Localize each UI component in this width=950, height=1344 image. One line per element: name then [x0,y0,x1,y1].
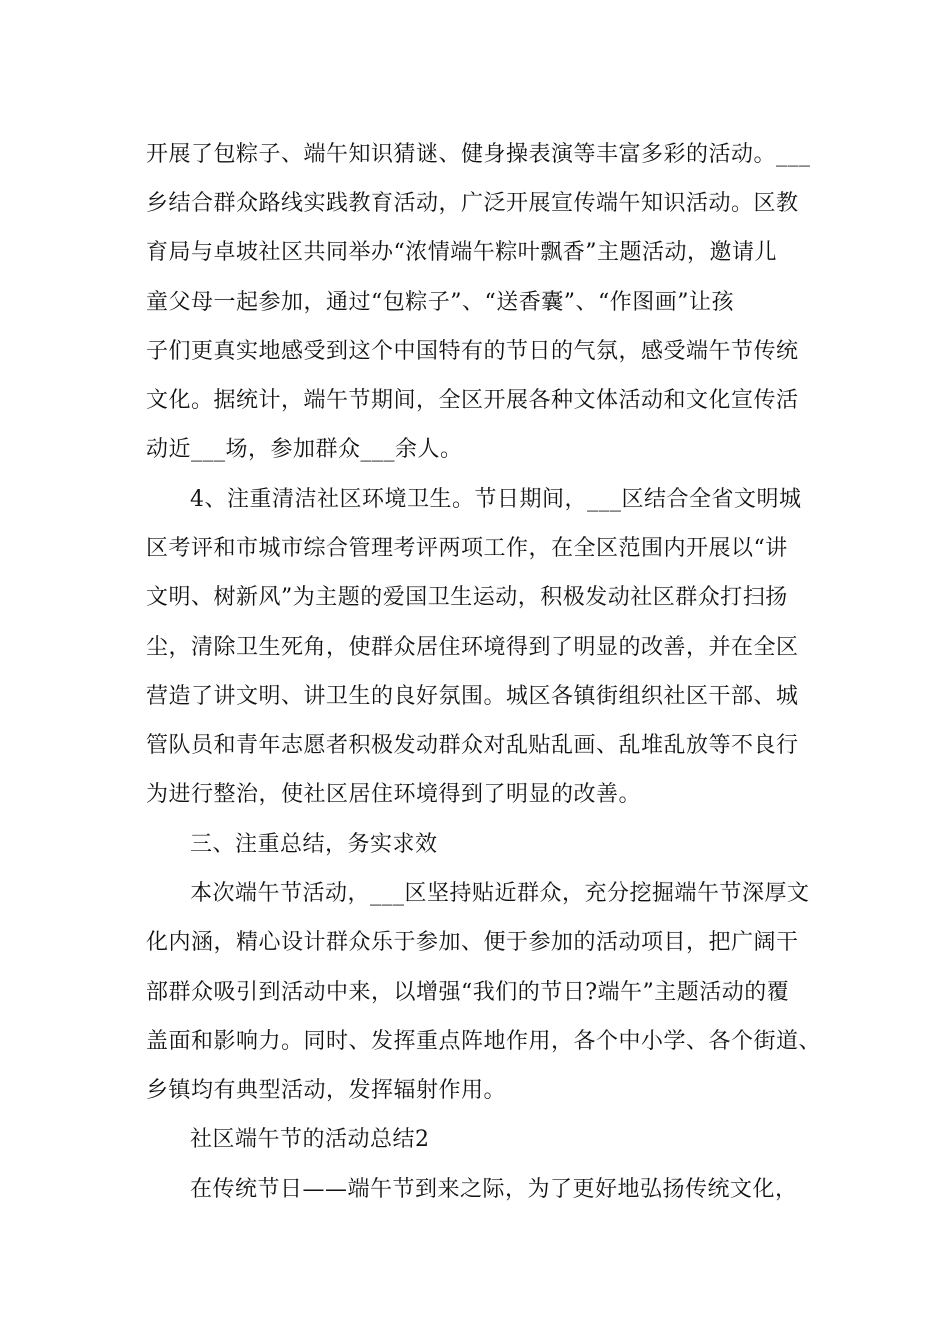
paragraph-line: 育局与卓坡社区共同举办“浓情端午粽叶飘香”主题活动，邀请儿 [146,240,777,265]
paragraph-line: 乡镇均有典型活动，发挥辐射作用。 [146,1078,507,1103]
paragraph-line: 子们更真实地感受到这个中国特有的节日的气氛，感受端午节传统 [146,339,799,364]
paragraph-line: 文明、树新风”为主题的爱国卫生运动，积极发动社区群众打扫扬 [146,585,788,610]
paragraph-line: 尘，清除卫生死角，使群众居住环境得到了明显的改善，并在全区 [146,635,799,660]
paragraph-line: 童父母一起参加，通过“包粽子”、“送香囊”、“作图画”让孩 [146,290,734,315]
subtitle-heading: 社区端午节的活动总结2 [190,1127,430,1152]
paragraph-line: 在传统节日——端午节到来之际，为了更好地弘扬传统文化， [190,1177,798,1202]
paragraph-line: 管队员和青年志愿者积极发动群众对乱贴乱画、乱堆乱放等不良行 [146,733,799,758]
paragraph-line: 营造了讲文明、讲卫生的良好氛围。城区各镇街组织社区干部、城 [146,684,799,709]
paragraph-line: 盖面和影响力。同时、发挥重点阵地作用，各个中小学、各个街道、 [146,1029,822,1054]
paragraph-line: 化内涵，精心设计群众乐于参加、便于参加的活动项目，把广阔干 [146,930,799,955]
section-heading: 三、注重总结，务实求效 [190,832,438,857]
paragraph-line: 本次端午节活动，___区坚持贴近群众，充分挖掘端午节深厚文 [190,881,810,906]
paragraph-line: 部群众吸引到活动中来，以增强“我们的节日?端午”主题活动的覆 [146,980,790,1005]
paragraph-line: 文化。据统计，端午节期间，全区开展各种文体活动和文化宣传活 [146,388,799,413]
paragraph-line: 4、注重清洁社区环境卫生。节日期间，___区结合全省文明城 [190,487,802,512]
paragraph-line: 乡结合群众路线实践教育活动，广泛开展宣传端午知识活动。区教 [146,191,799,216]
paragraph-line: 区考评和市城市综合管理考评两项工作，在全区范围内开展以“讲 [146,536,788,561]
paragraph-line: 开展了包粽子、端午知识猜谜、健身操表演等丰富多彩的活动。___ [146,142,811,167]
paragraph-line: 为进行整治，使社区居住环境得到了明显的改善。 [146,782,642,807]
paragraph-line: 动近___场，参加群众___余人。 [146,437,463,462]
